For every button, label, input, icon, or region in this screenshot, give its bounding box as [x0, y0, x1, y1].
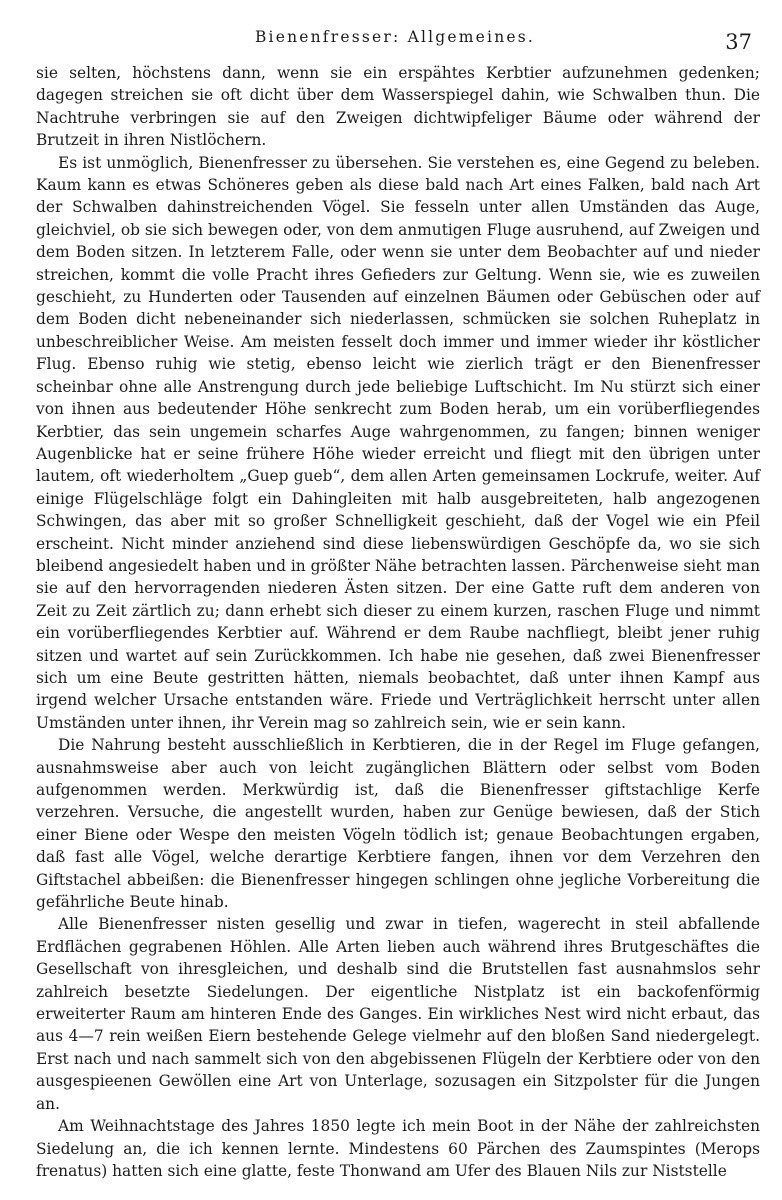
body-text [36, 62, 760, 1182]
paragraph-continuation: sie selten, höchstens dann, wenn sie ein erspähtes Kerbtier aufzunehmen gedenken; dagegen streichen sie oft dicht über dem Wasserspiegel dahin, wie Schwalben thun. Die Nachtruhe verbringen sie auf den Zweigen dichtwipfeliger Bäume oder während der Brutzeit in ihren Nistlöchern. [36, 64, 760, 150]
paragraph: Es ist unmöglich, Bienenfresser zu übersehen. Sie verstehen es, eine Gegend zu beleben. Kaum kann es etwas Schöneres geben als diese bald nach Art eines Falken, bald nach Art der Schwalben dahinstreichenden Vögel. Sie fesseln unter allen Umständen das Auge, gleichviel, ob sie sich bewegen oder, von dem anmutigen Fluge ausruhend, auf Zweigen und dem Boden sitzen. In letzterem Falle, oder wenn sie unter dem Beobachter auf und nieder streichen, kommt die volle Pracht ihres Gefieders zur Geltung. Wenn sie, wie es zuweilen geschieht, zu Hunderten oder Tausenden auf einzelnen Bäumen oder Gebüschen oder auf dem Boden dicht nebeneinander sich niederlassen, schmücken sie solchen Ruheplatz in unbeschreiblicher Weise. Am meisten fesselt doch immer und immer wieder ihr köstlicher Flug. Ebenso ruhig wie stetig, ebenso leicht wie zierlich trägt er den Bienenfresser scheinbar ohne alle Anstrengung durch jede beliebige Luftschicht. Im Nu stürzt sich einer von ihnen aus bedeutender Höhe senkrecht zum Boden herab, um ein vorüberfliegendes Kerbtier, das sein ungemein scharfes Auge wahrgenommen, zu fangen; binnen weniger Augenblicke hat er seine frühere Höhe wieder erreicht und fliegt mit den übrigen unter lautem, oft wiederholtem „Guep gueb“, dem allen Arten gemeinsamen Lockrufe, weiter. Auf einige Flügelschläge folgt ein Dahingleiten mit halb ausgebreiteten, halb angezogenen Schwingen, das aber mit so großer Schnelligkeit geschieht, daß der Vogel wie ein Pfeil erscheint. Nicht minder anziehend sind diese liebenswürdigen Geschöpfe da, wo sie sich bleibend angesiedelt haben und in größter Nähe betrachten lassen. Pärchenweise sieht man sie auf den hervorragenden niederen Ästen sitzen. Der eine Gatte ruft dem anderen von Zeit zu Zeit zärtlich zu; dann erhebt sich dieser zu einem kurzen, raschen Fluge und nimmt ein vorüberfliegendes Kerbtier auf. Während er dem Raube nachfliegt, bleibt jener ruhig sitzen und wartet auf sein Zurückkommen. Ich habe nie gesehen, daß zwei Bienenfresser sich um eine Beute gestritten hätten, niemals beobachtet, daß unter ihnen Kampf aus irgend welcher Ursache entstanden wäre. Friede und Verträglichkeit herrscht unter allen Umständen unter ihnen, ihr Verein mag so zahlreich sein, wie er sein kann. [36, 153, 760, 732]
paragraph: Alle Bienenfresser nisten gesellig und zwar in tiefen, wagerecht in steil abfallende Erdflächen gegrabenen Höhlen. Alle Arten lieben auch während ihres Brutgeschäftes die Gesellschaft von ihresgleichen, und deshalb sind die Brutstellen fast ausnahmslos sehr zahlreich besetzte Siedelungen. Der eigentliche Nistplatz ist ein backofenförmig erweiterter Raum am hinteren Ende des Ganges. Ein wirkliches Nest wird nicht erbaut, das aus 4—7 rein weißen Eiern bestehende Gelege vielmehr auf den bloßen Sand niedergelegt. Erst nach und nach sammelt sich von den abgebissenen Flügeln der Kerbtiere oder von den ausgespieenen Gewöllen eine Art von Unterlage, sozusagen ein Sitzpolster für die Jungen an. [36, 915, 760, 1113]
page-header [36, 24, 754, 60]
paragraph: Am Weihnachtstage des Jahres 1850 legte ich mein Boot in der Nähe der zahlreichsten Siedelung an, die ich kennen lernte. Mindestens 60 Pärchen des Zaumspintes (Merops frenatus) hatten sich eine glatte, feste Thonwand am Ufer des Blauen Nils zur Niststelle [36, 1117, 760, 1180]
running-head: Bienenfresser: Allgemeines. [254, 28, 536, 46]
paragraph: Die Nahrung besteht ausschließlich in Kerbtieren, die in der Regel im Fluge gefangen, ausnahmsweise aber auch von leicht zugänglichen Blättern oder selbst vom Boden aufgenommen werden. Merkwürdig ist, daß die Bienenfresser giftstachlige Kerfe verzehren. Versuche, die angestellt wurden, haben zur Genüge bewiesen, daß der Stich einer Biene oder Wespe den meisten Vögeln tödlich ist; genaue Beobachtungen ergaben, daß fast alle Vögel, welche derartige Kerbtiere fangen, ihnen vor dem Verzehren den Giftstachel abbeißen: die Bienenfresser hingegen schlingen ohne jegliche Vorbereitung die gefährliche Beute hinab. [36, 736, 760, 912]
page-number: 37 [725, 30, 752, 54]
